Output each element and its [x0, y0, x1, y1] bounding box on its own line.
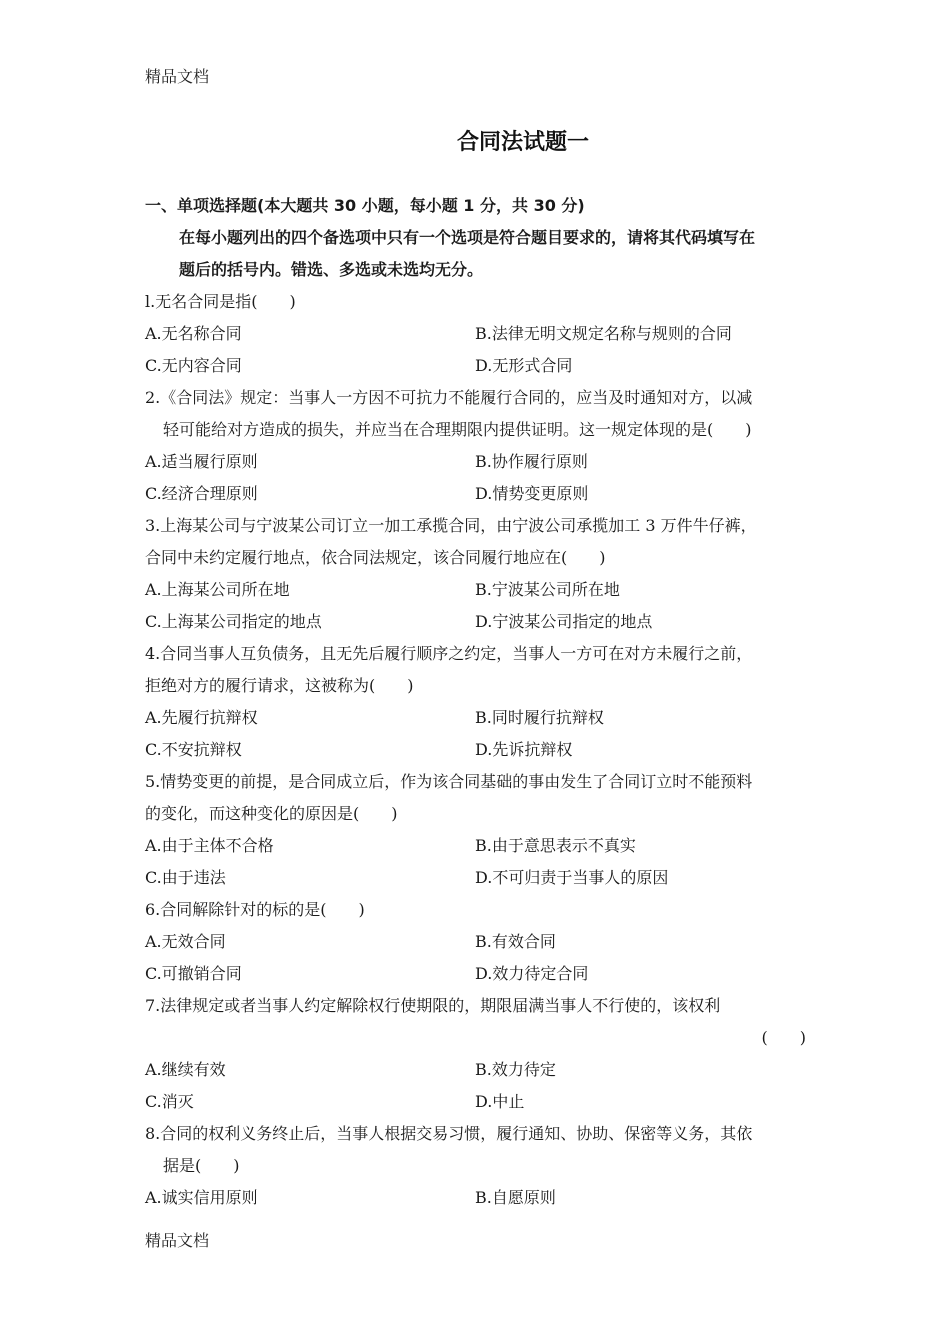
answer-blank: ( )	[761, 1028, 806, 1047]
question-stem: 8.合同的权利义务终止后，当事人根据交易习惯，履行通知、协助、保密等义务，其依	[145, 1124, 753, 1143]
section-heading: 一、单项选择题(本大题共 30 小题，每小题 1 分，共 30 分)	[145, 196, 585, 215]
option-b: B.法律无明文规定名称与规则的合同	[475, 324, 732, 343]
option-b: B.由于意思表示不真实	[475, 836, 636, 855]
question-stem: 6.合同解除针对的标的是( )	[145, 900, 365, 919]
question-2	[145, 382, 810, 510]
question-stem-cont: 合同中未约定履行地点，依合同法规定，该合同履行地应在( )	[145, 548, 606, 567]
option-c: C.不安抗辩权	[145, 740, 242, 759]
option-c: C.可撤销合同	[145, 964, 242, 983]
question-stem-cont: 轻可能给对方造成的损失，并应当在合理期限内提供证明。这一规定体现的是( )	[163, 420, 752, 439]
option-c: C.消灭	[145, 1092, 194, 1111]
option-row	[145, 350, 810, 382]
instructions-line-2: 题后的括号内。错选、多选或未选均无分。	[179, 260, 484, 279]
option-row	[145, 862, 810, 894]
instructions-line-1: 在每小题列出的四个备选项中只有一个选项是符合题目要求的，请将其代码填写在	[179, 228, 756, 247]
question-stem-cont: 的变化，而这种变化的原因是( )	[145, 804, 398, 823]
option-row	[145, 606, 810, 638]
option-b: B.自愿原则	[475, 1188, 556, 1207]
option-c: C.无内容合同	[145, 356, 242, 375]
option-d: D.无形式合同	[475, 356, 573, 375]
question-1	[145, 286, 810, 382]
option-a: A.先履行抗辩权	[145, 708, 258, 727]
option-d: D.情势变更原则	[475, 484, 589, 503]
option-row	[145, 574, 810, 606]
option-row	[145, 1086, 810, 1118]
option-a: A.上海某公司所在地	[145, 580, 290, 599]
option-row	[145, 478, 810, 510]
option-d: D.中止	[475, 1092, 525, 1111]
option-row	[145, 702, 810, 734]
option-b: B.同时履行抗辩权	[475, 708, 604, 727]
option-d: D.先诉抗辩权	[475, 740, 573, 759]
question-stem: 5.情势变更的前提，是合同成立后，作为该合同基础的事由发生了合同订立时不能预料	[145, 772, 753, 791]
option-row	[145, 1054, 810, 1086]
option-a: A.诚实信用原则	[145, 1188, 258, 1207]
page-footer: 精品文档	[145, 1231, 210, 1250]
option-row	[145, 734, 810, 766]
question-stem: 2.《合同法》规定：当事人一方因不可抗力不能履行合同的，应当及时通知对方，以减	[145, 388, 753, 407]
option-row	[145, 1182, 810, 1214]
option-c: C.上海某公司指定的地点	[145, 612, 322, 631]
option-row	[145, 318, 810, 350]
page-header: 精品文档	[145, 67, 210, 86]
option-a: A.由于主体不合格	[145, 836, 274, 855]
option-b: B.效力待定	[475, 1060, 556, 1079]
option-c: C.经济合理原则	[145, 484, 258, 503]
option-b: B.协作履行原则	[475, 452, 588, 471]
question-stem-cont: 据是( )	[163, 1156, 240, 1175]
document-body	[145, 190, 810, 1214]
option-d: D.宁波某公司指定的地点	[475, 612, 653, 631]
question-stem: 4.合同当事人互负债务，且无先后履行顺序之约定，当事人一方可在对方未履行之前，	[145, 644, 753, 663]
option-a: A.继续有效	[145, 1060, 226, 1079]
option-row	[145, 926, 810, 958]
option-b: B.有效合同	[475, 932, 556, 951]
option-c: C.由于违法	[145, 868, 226, 887]
option-row	[145, 958, 810, 990]
question-stem: l.无名合同是指( )	[145, 292, 296, 311]
question-stem: 7.法律规定或者当事人约定解除权行使期限的，期限届满当事人不行使的，该权利	[145, 996, 721, 1015]
question-5	[145, 766, 810, 894]
question-stem-cont: 拒绝对方的履行请求，这被称为( )	[145, 676, 414, 695]
option-a: A.适当履行原则	[145, 452, 258, 471]
option-a: A.无名称合同	[145, 324, 242, 343]
option-b: B.宁波某公司所在地	[475, 580, 620, 599]
option-row	[145, 830, 810, 862]
question-3	[145, 510, 810, 638]
option-d: D.效力待定合同	[475, 964, 589, 983]
page-title: 合同法试题一	[456, 130, 589, 155]
question-8	[145, 1118, 810, 1214]
option-row	[145, 446, 810, 478]
question-6	[145, 894, 810, 990]
option-a: A.无效合同	[145, 932, 226, 951]
question-4	[145, 638, 810, 766]
question-stem: 3.上海某公司与宁波某公司订立一加工承揽合同，由宁波公司承揽加工 3 万件牛仔裤，	[145, 516, 757, 535]
option-d: D.不可归责于当事人的原因	[475, 868, 669, 887]
question-7	[145, 990, 810, 1118]
